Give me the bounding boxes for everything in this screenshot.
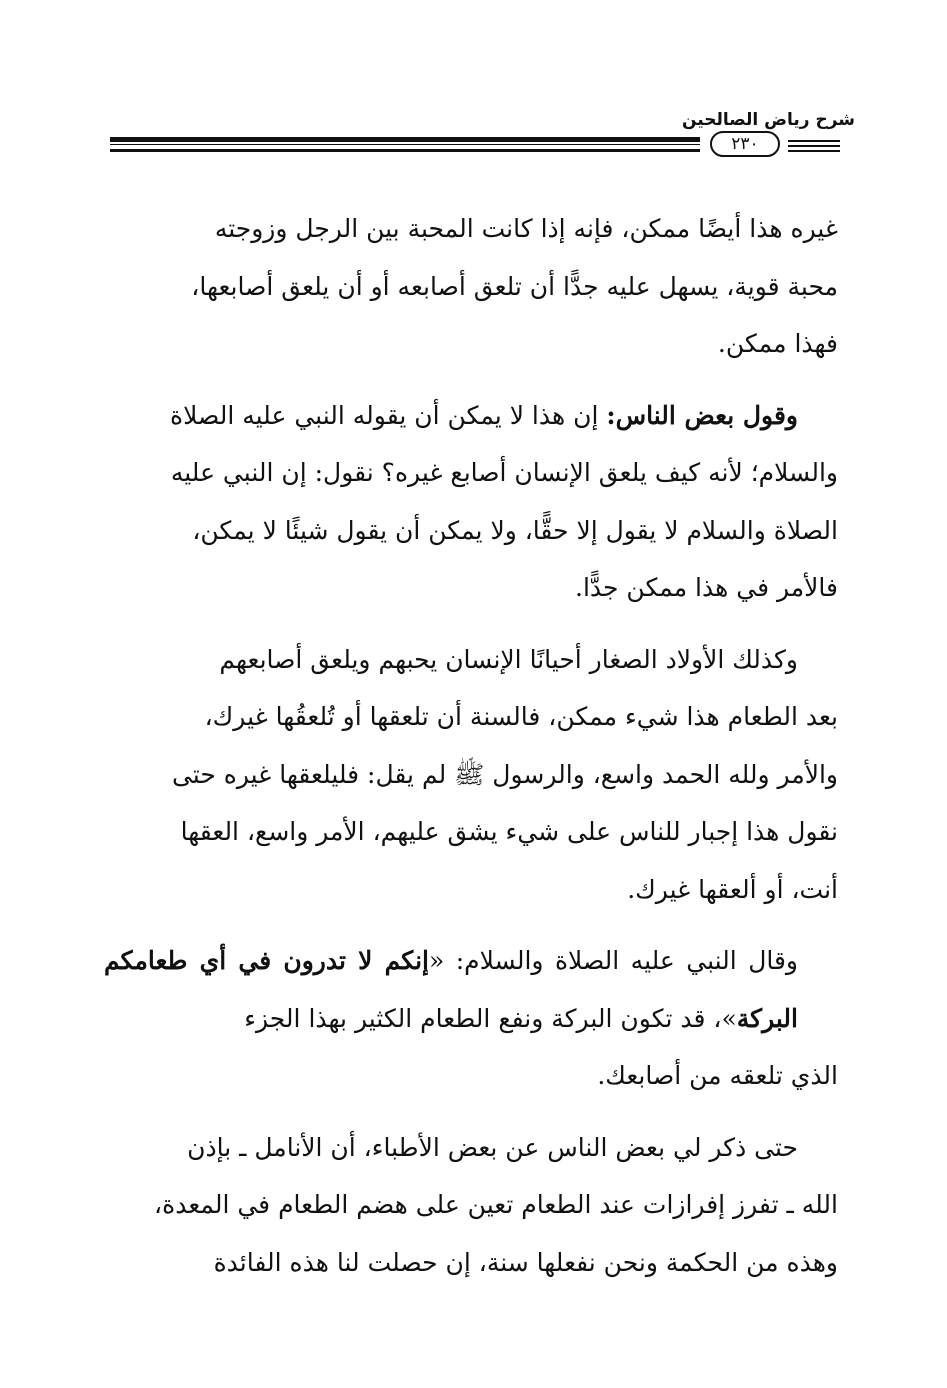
paragraph bbox=[104, 932, 838, 1047]
text-line: إن هذا لا يمكن أن يقوله النبي عليه الصلاة bbox=[170, 400, 607, 430]
text-line: أنت، أو ألعقها غيرك. bbox=[627, 874, 838, 904]
hadith-quote: إنكم لا تدرون في أي طعامكم البركة bbox=[104, 946, 798, 1033]
body-text bbox=[104, 200, 838, 1291]
text-line: وقال النبي عليه الصلاة والسلام: « bbox=[428, 946, 799, 975]
text-line: الذي تلعقه من أصابعك. bbox=[597, 1061, 838, 1090]
paragraph-cont bbox=[104, 444, 838, 617]
text-line: نقول هذا إجبار للناس على شيء يشق عليهم، الأمر واسع، العقها bbox=[180, 817, 838, 846]
text-line: حتى ذكر لي بعض الناس عن بعض الأطباء، أن الأنامل ـ بإذن bbox=[187, 1132, 798, 1162]
text-line: وهذه من الحكمة ونحن نفعلها سنة، إن حصلت لنا هذه الفائدة bbox=[213, 1247, 838, 1277]
text-line: وكذلك الأولاد الصغار أحيانًا الإنسان يحبهم ويلعق أصابعهم bbox=[219, 644, 798, 674]
header-rule bbox=[110, 149, 700, 152]
bold-lead: وقول بعض الناس: bbox=[606, 400, 798, 430]
text-line: »، قد تكون البركة ونفع الطعام الكثير بهذا الجزء bbox=[244, 1003, 737, 1033]
text-line: فهذا ممكن. bbox=[717, 329, 838, 358]
paragraph bbox=[104, 200, 838, 373]
text-line: الله ـ تفرز إفرازات عند الطعام تعين على هضم الطعام في المعدة، bbox=[154, 1190, 838, 1219]
header-rule-short bbox=[788, 140, 840, 142]
header-rule-short bbox=[788, 150, 840, 152]
text-line: والأمر ولله الحمد واسع، والرسول ﷺ لم يقل: فليلعقها غيره حتى bbox=[171, 759, 838, 789]
header-rule-short bbox=[788, 145, 840, 147]
paragraph bbox=[104, 387, 838, 445]
page-number: ٢٣٠ bbox=[710, 131, 780, 157]
text-line: بعد الطعام هذا شيء ممكن، فالسنة أن تلعقها أو تُلعقُها غيرك، bbox=[204, 702, 838, 731]
header-rule bbox=[110, 137, 700, 142]
paragraph-cont bbox=[104, 688, 838, 918]
text-line: والسلام؛ لأنه كيف يلعق الإنسان أصابع غيره؟ نقول: إن النبي عليه bbox=[170, 458, 838, 487]
paragraph bbox=[104, 1119, 838, 1177]
text-line: محبة قوية، يسهل عليه جدًّا أن تلعق أصابعه أو أن يلعق أصابعها، bbox=[191, 271, 838, 301]
page-header-title: شرح رياض الصالحين bbox=[681, 110, 855, 130]
paragraph-cont bbox=[104, 1047, 838, 1105]
text-line: الصلاة والسلام لا يقول إلا حقًّا، ولا يمكن أن يقول شيئًا لا يمكن، bbox=[192, 515, 838, 545]
text-line: غيره هذا أيضًا ممكن، فإنه إذا كانت المحبة بين الرجل وزوجته bbox=[214, 214, 838, 243]
header-rule bbox=[110, 144, 700, 145]
text-line: فالأمر في هذا ممكن جدًّا. bbox=[575, 573, 838, 602]
paragraph-cont bbox=[104, 1176, 838, 1291]
paragraph bbox=[104, 631, 838, 689]
